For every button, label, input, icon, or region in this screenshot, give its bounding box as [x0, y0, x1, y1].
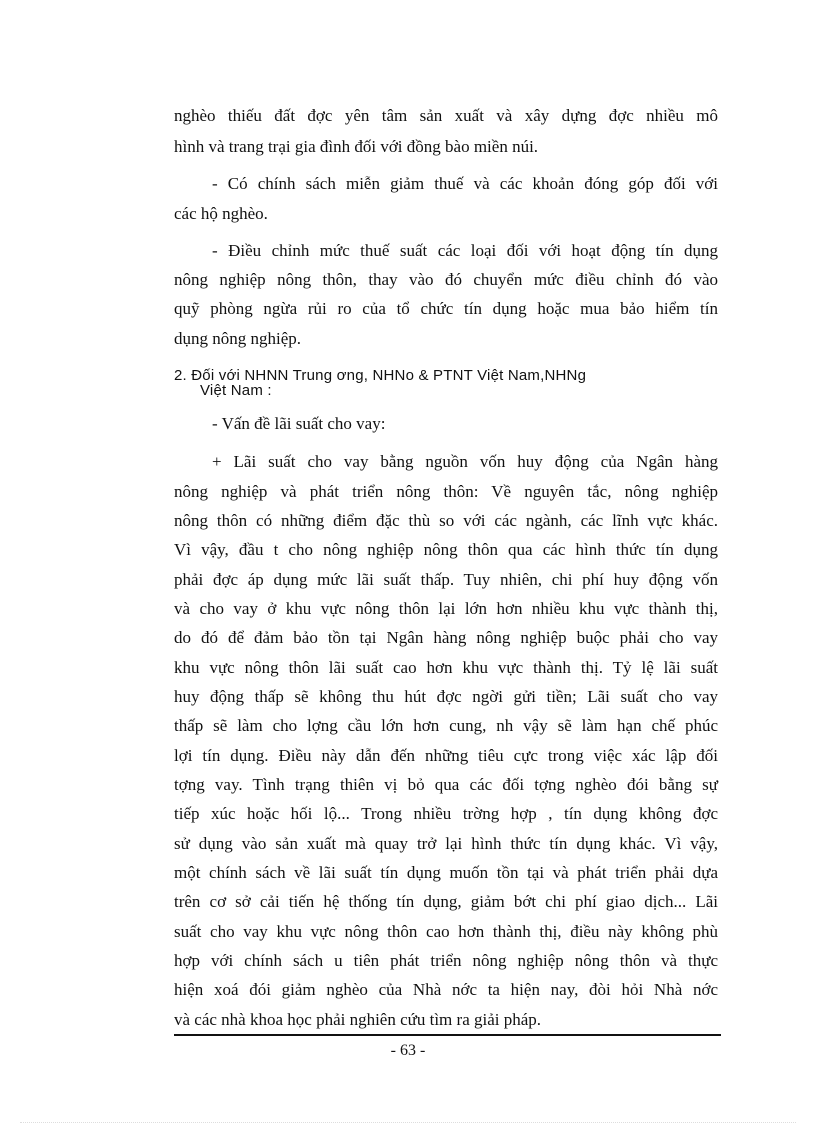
body-line: tiếp xúc hoặc hối lộ... Trong nhiều trờng hợp , tín dụng không đợc	[174, 804, 718, 823]
page-number: - 63 -	[390, 1042, 426, 1059]
body-line: hiện xoá đói giảm nghèo của Nhà nớc ta hiện nay, đòi hỏi Nhà nớc	[174, 980, 718, 999]
body-line: phải đợc áp dụng mức lãi suất thấp. Tuy nhiên, chi phí huy động vốn	[174, 570, 718, 589]
body-line: và các nhà khoa học phải nghiên cứu tìm ra giải pháp.	[174, 1010, 542, 1029]
body-line: khu vực nông thôn lãi suất cao hơn khu vực thành thị. Tỷ lệ lãi suất	[174, 658, 718, 677]
body-line: sử dụng vào sản xuất mà quay trở lại hình thức tín dụng khác. Vì vậy,	[174, 834, 718, 853]
body-line: thấp sẽ làm cho lợng cầu lớn hơn cung, nh vậy sẽ làm hạn chế phúc	[174, 716, 718, 735]
body-line: lợi tín dụng. Điều này dẫn đến những tiêu cực trong việc xác lập đối	[174, 746, 718, 765]
body-line: dụng nông nghiệp.	[174, 329, 302, 348]
body-line: và cho vay ở khu vực nông thôn lại lớn hơn nhiều khu vực thành thị,	[174, 599, 718, 618]
body-line: quỹ phòng ngừa rủi ro của tổ chức tín dụng hoặc mua bảo hiểm tín	[174, 299, 718, 318]
body-line: các hộ nghèo.	[174, 204, 268, 223]
section-heading-line-2: Việt Nam :	[200, 382, 272, 399]
body-line: suất cho vay khu vực nông thôn cao hơn thành thị, điều này không phù	[174, 922, 718, 941]
section-heading	[174, 368, 734, 398]
body-line: một chính sách về lãi suất tín dụng muốn tồn tại và phát triển phải dựa	[174, 863, 718, 882]
body-line: trên cơ sở cải tiến hệ thống tín dụng, giảm bớt chi phí giao dịch... Lãi	[174, 892, 718, 911]
body-line: - Vấn đề lãi suất cho vay:	[212, 414, 386, 433]
body-line: huy động thấp sẽ không thu hút đợc ngời gửi tiền; Lãi suất cho vay	[174, 687, 718, 706]
section-heading-line-1: 2. Đối với NHNN Trung ơng, NHNo & PTNT Việt Nam,NHNg	[174, 367, 587, 384]
body-line: Vì vậy, đầu t cho nông nghiệp nông thôn qua các hình thức tín dụng	[174, 540, 718, 559]
body-line: - Có chính sách miễn giảm thuế và các khoản đóng góp đối với	[212, 174, 718, 193]
body-line: hợp với chính sách u tiên phát triển nông nghiệp nông thôn và thực	[174, 951, 718, 970]
footer-rule	[174, 1034, 721, 1036]
body-line: nghèo thiếu đất đợc yên tâm sản xuất và xây dựng đợc nhiều mô	[174, 106, 718, 125]
body-line: nông nghiệp và phát triển nông thôn: Về nguyên tắc, nông nghiệp	[174, 482, 718, 501]
body-line: nông thôn có những điểm đặc thù so với các ngành, các lĩnh vực khác.	[174, 511, 718, 530]
body-line: tợng vay. Tình trạng thiên vị bỏ qua các đối tợng nghèo đói bằng sự	[174, 775, 718, 794]
body-line: nông nghiệp nông thôn, thay vào đó chuyển mức điều chỉnh đó vào	[174, 270, 718, 289]
body-line: - Điều chỉnh mức thuế suất các loại đối với hoạt động tín dụng	[212, 241, 718, 260]
body-line: + Lãi suất cho vay bằng nguồn vốn huy động của Ngân hàng	[212, 452, 718, 471]
body-line: hình và trang trại gia đình đối với đồng bào miền núi.	[174, 137, 539, 156]
body-line: do đó để đảm bảo tồn tại Ngân hàng nông nghiệp buộc phải cho vay	[174, 628, 718, 647]
